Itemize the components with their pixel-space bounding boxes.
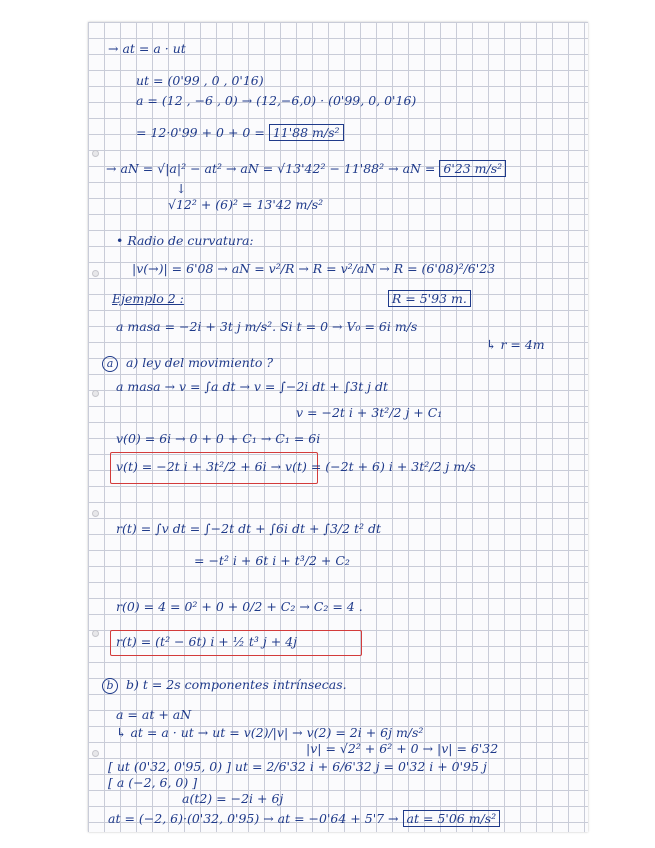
- text-line-18: r(t) = ∫v dt = ∫−2t dt + ∫6i dt + ∫3/2 t² dt: [116, 521, 382, 536]
- text-line-25: |v| = √2² + 6² + 0 → |v| = 6'32: [306, 741, 499, 756]
- expr: → aN = √|a|² − at² → aN = √13'42² − 11'88² → aN =: [106, 161, 436, 176]
- text-line-3: a = (12 , −6 , 0) → (12,−6,0) · (0'99, 0, 0'16): [136, 93, 417, 108]
- question: a) ley del movimiento ?: [125, 355, 274, 370]
- circled-label: a: [102, 356, 118, 372]
- text-line-12: ↳ r = 4m: [486, 337, 545, 352]
- text-line-24: ↳ at = a · ut → ut = v(2)/|v| → v(2) = 2i + 6j m/s²: [116, 725, 424, 740]
- notebook-page: [88, 22, 588, 832]
- binder-hole: [92, 270, 99, 277]
- text-line-15: v = −2t i + 3t²/2 j + C₁: [296, 405, 443, 420]
- binder-hole: [92, 630, 99, 637]
- expr: at = (−2, 6)·(0'32, 0'95) → at = −0'64 + 5'7 →: [108, 811, 399, 826]
- text-line-7: √12² + (6)² = 13'42 m/s²: [168, 197, 324, 212]
- result-box-radius: R = 5'93 m.: [388, 290, 471, 307]
- text-line-17: v(t) = −2t i + 3t²/2 + 6i → v(t) = (−2t + 6) i + 3t²/2 j m/s: [116, 459, 476, 474]
- result-box-at-final: at = 5'06 m/s²: [403, 810, 501, 827]
- text-line-19: = −t² i + 6t i + t³/2 + C₂: [194, 553, 350, 568]
- circled-label: b: [102, 678, 118, 694]
- question: b) t = 2s componentes intrínsecas.: [125, 677, 347, 692]
- text-line-21: r(t) = (t² − 6t) i + ½ t³ j + 4j: [116, 634, 297, 649]
- binder-hole: [92, 390, 99, 397]
- binder-holes: [92, 30, 98, 830]
- text-line-10: [112, 292, 471, 306]
- section-title: Ejemplo 2 :: [112, 291, 184, 306]
- text-line-22: [102, 678, 347, 694]
- text-line-28: a(t2) = −2i + 6j: [182, 791, 284, 806]
- expr: = 12·0'99 + 0 + 0 =: [136, 125, 265, 140]
- binder-hole: [92, 510, 99, 517]
- result-box-at: 11'88 m/s²: [269, 124, 344, 141]
- text-line-2: ut = (0'99 , 0 , 0'16): [136, 73, 264, 88]
- binder-hole: [92, 150, 99, 157]
- text-line-20: r(0) = 4 = 0² + 0 + 0/2 + C₂ → C₂ = 4 .: [116, 599, 363, 614]
- binder-hole: [92, 750, 99, 757]
- text-line-6: ↓: [176, 181, 187, 196]
- text-line-16: v(0) = 6i → 0 + 0 + C₁ → C₁ = 6i: [116, 431, 321, 446]
- text-line-11: a masa = −2i + 3t j m/s². Si t = 0 → V₀ = 6i m/s: [116, 319, 418, 334]
- text-line-5: [106, 162, 506, 176]
- text-line-14: a masa → v = ∫a dt → v = ∫−2i dt + ∫3t j dt: [116, 379, 389, 394]
- text-line-23: a = at + aN: [116, 707, 192, 722]
- result-box-an: 6'23 m/s²: [439, 160, 506, 177]
- text-line-9: |v(→)| = 6'08 → aN = v²/R → R = v²/aN → R = (6'08)²/6'23: [132, 261, 496, 276]
- text-line-8: • Radio de curvatura:: [116, 233, 254, 248]
- text-line-4: [136, 126, 344, 140]
- text-line-27: [ a (−2, 6, 0) ]: [108, 775, 198, 790]
- text-line-13: [102, 356, 273, 372]
- text-line-1: → at = a · ut: [108, 41, 186, 56]
- text-line-29: [108, 812, 500, 826]
- text-line-26: [ ut (0'32, 0'95, 0) ] ut = 2/6'32 i + 6/6'32 j = 0'32 i + 0'95 j: [108, 759, 487, 774]
